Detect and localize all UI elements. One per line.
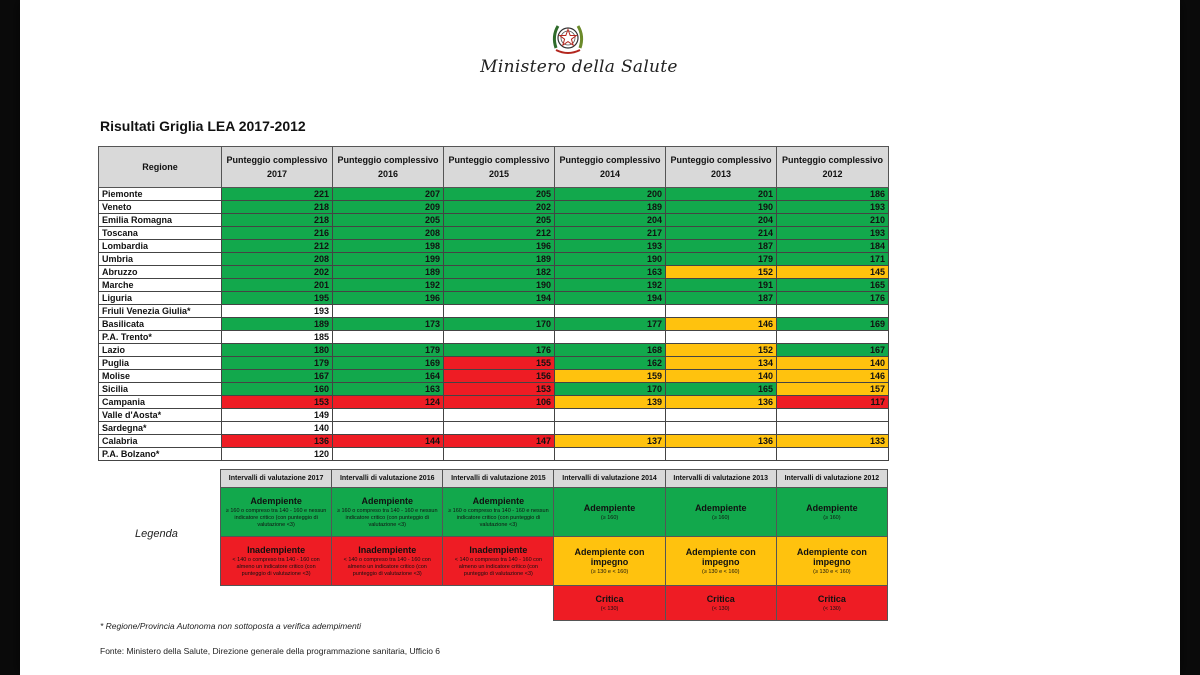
- score-cell: 210: [777, 214, 889, 227]
- region-cell: Emilia Romagna: [99, 214, 222, 227]
- legend-cell-title: Critica: [817, 593, 846, 604]
- score-cell: 186: [777, 188, 889, 201]
- score-cell: 189: [444, 253, 555, 266]
- legend-column-header: Intervalli di valutazione 2012: [776, 470, 887, 488]
- score-cell: 137: [555, 435, 666, 448]
- legend-cell-title: Adempiente: [361, 495, 413, 506]
- legend-header-row: [221, 470, 888, 488]
- table-row: [99, 279, 889, 292]
- score-cell: 218: [222, 214, 333, 227]
- score-cell: 159: [555, 370, 666, 383]
- table-row: [99, 305, 889, 318]
- score-cell: [666, 305, 777, 318]
- legend-table: [220, 469, 888, 621]
- legend-cell-title: Adempiente: [694, 502, 747, 513]
- score-cell: 149: [222, 409, 333, 422]
- score-cell: 167: [777, 344, 889, 357]
- score-cell: [555, 448, 666, 461]
- legend-cell-title: Adempiente: [472, 495, 525, 506]
- score-cell: 185: [222, 331, 333, 344]
- region-cell: Piemonte: [99, 188, 222, 201]
- score-cell: 202: [222, 266, 333, 279]
- page-title: Risultati Griglia LEA 2017-2012: [100, 118, 306, 134]
- legend-cell-title: Critica: [595, 593, 624, 604]
- score-cell: [777, 448, 889, 461]
- score-cell: 160: [222, 383, 333, 396]
- table-row: [99, 201, 889, 214]
- score-cell: 193: [222, 305, 333, 318]
- year-column-header: Punteggio complessivo 2015: [444, 147, 555, 188]
- lea-results-table: [98, 146, 889, 461]
- legend-cell: [554, 537, 665, 586]
- score-cell: 153: [444, 383, 555, 396]
- score-cell: 208: [333, 227, 444, 240]
- score-cell: 205: [444, 214, 555, 227]
- score-cell: 180: [222, 344, 333, 357]
- score-cell: [444, 331, 555, 344]
- legend-cell: [443, 488, 554, 537]
- legend-cell-description: (≥ 130 e < 160): [813, 568, 851, 575]
- legend-cell-title: Adempiente: [806, 502, 858, 513]
- score-cell: 136: [666, 396, 777, 409]
- score-cell: 145: [777, 266, 889, 279]
- score-cell: [555, 331, 666, 344]
- legend-cell: [776, 537, 887, 586]
- score-cell: 163: [555, 266, 666, 279]
- score-cell: 201: [666, 188, 777, 201]
- score-cell: 190: [666, 201, 777, 214]
- score-cell: 207: [333, 188, 444, 201]
- score-cell: 169: [777, 318, 889, 331]
- score-cell: 189: [555, 201, 666, 214]
- region-cell: Basilicata: [99, 318, 222, 331]
- legend-cell: [776, 586, 887, 621]
- score-cell: 218: [222, 201, 333, 214]
- score-cell: 136: [222, 435, 333, 448]
- region-cell: P.A. Trento*: [99, 331, 222, 344]
- score-cell: 184: [777, 240, 889, 253]
- score-cell: 194: [444, 292, 555, 305]
- table-row: [99, 318, 889, 331]
- region-cell: Calabria: [99, 435, 222, 448]
- score-cell: 179: [333, 344, 444, 357]
- score-cell: 200: [555, 188, 666, 201]
- score-cell: 157: [777, 383, 889, 396]
- score-cell: 170: [444, 318, 555, 331]
- legend-cell-description: < 140 o compreso tra 140 - 160 con almeno un indicatore critico (con punteggio di valutazione <3): [454, 556, 543, 577]
- score-cell: 189: [222, 318, 333, 331]
- legend-cell: [665, 537, 776, 586]
- score-cell: 199: [333, 253, 444, 266]
- legend-cell-description: (≥ 130 e < 160): [590, 568, 629, 575]
- score-cell: [555, 409, 666, 422]
- legend-row: [221, 586, 888, 621]
- score-cell: 165: [666, 383, 777, 396]
- score-cell: 196: [444, 240, 555, 253]
- region-cell: Puglia: [99, 357, 222, 370]
- score-cell: 140: [222, 422, 333, 435]
- legend-cell-title: Adempiente con impegno: [796, 546, 867, 567]
- score-cell: 179: [222, 357, 333, 370]
- legend-cell-title: Inadempiente: [358, 544, 417, 555]
- score-cell: 205: [444, 188, 555, 201]
- score-cell: 217: [555, 227, 666, 240]
- region-cell: Valle d'Aosta*: [99, 409, 222, 422]
- legend-cell-title: Adempiente con impegno: [685, 546, 756, 567]
- score-cell: 196: [333, 292, 444, 305]
- region-column-header: Regione: [99, 147, 222, 188]
- legend-cell: [665, 488, 776, 537]
- score-cell: [777, 305, 889, 318]
- legend-cell: [665, 586, 776, 621]
- score-cell: 146: [777, 370, 889, 383]
- footnote: * Regione/Provincia Autonoma non sottoposta a verifica adempimenti: [100, 621, 361, 631]
- score-cell: 167: [222, 370, 333, 383]
- table-header-row: [99, 147, 889, 188]
- score-cell: [333, 305, 444, 318]
- legend-column-header: Intervalli di valutazione 2013: [665, 470, 776, 488]
- legend-cell-description: (≥ 160): [823, 514, 841, 521]
- legend-row: [221, 488, 888, 537]
- score-cell: 205: [333, 214, 444, 227]
- score-cell: 146: [666, 318, 777, 331]
- score-cell: 152: [666, 344, 777, 357]
- table-row: [99, 253, 889, 266]
- score-cell: 139: [555, 396, 666, 409]
- score-cell: [666, 409, 777, 422]
- score-cell: 204: [555, 214, 666, 227]
- score-cell: 208: [222, 253, 333, 266]
- legend-cell-description: (< 130): [600, 605, 619, 612]
- region-cell: Lazio: [99, 344, 222, 357]
- legend-cell: [221, 488, 332, 537]
- legend-cell: [332, 537, 443, 586]
- score-cell: 212: [222, 240, 333, 253]
- table-row: [99, 266, 889, 279]
- score-cell: 176: [444, 344, 555, 357]
- score-cell: 155: [444, 357, 555, 370]
- score-cell: 192: [555, 279, 666, 292]
- region-cell: Sardegna*: [99, 422, 222, 435]
- score-cell: [666, 448, 777, 461]
- legend-cell: [443, 537, 554, 586]
- year-column-header: Punteggio complessivo 2012: [777, 147, 889, 188]
- legend-column-header: Intervalli di valutazione 2017: [221, 470, 332, 488]
- legend-cell-title: Adempiente: [583, 502, 636, 513]
- legend-cell-title: Inadempiente: [247, 544, 306, 555]
- score-cell: 182: [444, 266, 555, 279]
- score-cell: [444, 305, 555, 318]
- score-cell: 134: [666, 357, 777, 370]
- legend-cell-description: (≥ 160): [600, 514, 619, 521]
- legend-cell-description: < 140 o compreso tra 140 - 160 con almeno un indicatore critico (con punteggio di valutazione <3): [343, 556, 431, 577]
- score-cell: 163: [333, 383, 444, 396]
- table-row: [99, 396, 889, 409]
- score-cell: 177: [555, 318, 666, 331]
- table-row: [99, 214, 889, 227]
- legend-cell: [554, 586, 665, 621]
- score-cell: 190: [444, 279, 555, 292]
- score-cell: 198: [333, 240, 444, 253]
- score-cell: 168: [555, 344, 666, 357]
- legend-empty-cell: [332, 586, 443, 621]
- score-cell: [333, 331, 444, 344]
- region-cell: Marche: [99, 279, 222, 292]
- table-row: [99, 357, 889, 370]
- score-cell: [555, 305, 666, 318]
- score-cell: 189: [333, 266, 444, 279]
- legend-cell-description: (≥ 130 e < 160): [701, 568, 740, 575]
- legend-row: [221, 537, 888, 586]
- table-row: [99, 292, 889, 305]
- legend-cell-description: ≥ 160 o compreso tra 140 - 160 e nessun indicatore critico (con punteggio di valutazione <3): [448, 507, 549, 528]
- legend-cell-title: Critica: [706, 593, 735, 604]
- region-cell: P.A. Bolzano*: [99, 448, 222, 461]
- italian-republic-emblem-icon: [548, 18, 588, 58]
- score-cell: [333, 422, 444, 435]
- score-cell: [777, 409, 889, 422]
- score-cell: 147: [444, 435, 555, 448]
- region-cell: Abruzzo: [99, 266, 222, 279]
- legend-empty-cell: [443, 586, 554, 621]
- score-cell: 194: [555, 292, 666, 305]
- region-cell: Molise: [99, 370, 222, 383]
- legend-cell-description: (< 130): [823, 605, 841, 612]
- score-cell: [444, 409, 555, 422]
- score-cell: 192: [333, 279, 444, 292]
- score-cell: 190: [555, 253, 666, 266]
- score-cell: 187: [666, 292, 777, 305]
- score-cell: [666, 331, 777, 344]
- region-cell: Lombardia: [99, 240, 222, 253]
- score-cell: [444, 422, 555, 435]
- score-cell: 152: [666, 266, 777, 279]
- score-cell: 173: [333, 318, 444, 331]
- legend-cell-description: ≥ 160 o compreso tra 140 - 160 e nessun indicatore critico (con punteggio di valutazione <3): [225, 507, 327, 528]
- score-cell: 193: [555, 240, 666, 253]
- score-cell: 124: [333, 396, 444, 409]
- year-column-header: Punteggio complessivo 2017: [222, 147, 333, 188]
- legend-empty-cell: [221, 586, 332, 621]
- score-cell: 136: [666, 435, 777, 448]
- score-cell: 179: [666, 253, 777, 266]
- score-cell: 193: [777, 227, 889, 240]
- legend-cell-title: Inadempiente: [469, 544, 528, 555]
- score-cell: 209: [333, 201, 444, 214]
- legend-cell: [554, 488, 665, 537]
- score-cell: [333, 409, 444, 422]
- legend-cell-description: ≥ 160 o compreso tra 140 - 160 e nessun indicatore critico (con punteggio di valutazione <3): [336, 507, 438, 528]
- score-cell: 162: [555, 357, 666, 370]
- score-cell: 144: [333, 435, 444, 448]
- score-cell: 195: [222, 292, 333, 305]
- table-row: [99, 435, 889, 448]
- score-cell: 165: [777, 279, 889, 292]
- table-row: [99, 409, 889, 422]
- score-cell: 153: [222, 396, 333, 409]
- table-row: [99, 448, 889, 461]
- score-cell: 187: [666, 240, 777, 253]
- score-cell: [444, 448, 555, 461]
- region-cell: Liguria: [99, 292, 222, 305]
- legend-label: Legenda: [135, 528, 178, 540]
- score-cell: 176: [777, 292, 889, 305]
- legend-cell-title: Adempiente: [250, 495, 302, 506]
- score-cell: 156: [444, 370, 555, 383]
- score-cell: 201: [222, 279, 333, 292]
- year-column-header: Punteggio complessivo 2014: [555, 147, 666, 188]
- legend-cell: [221, 537, 332, 586]
- year-column-header: Punteggio complessivo 2013: [666, 147, 777, 188]
- score-cell: 202: [444, 201, 555, 214]
- score-cell: 133: [777, 435, 889, 448]
- score-cell: 164: [333, 370, 444, 383]
- legend-cell-description: < 140 o compreso tra 140 - 160 con almeno un indicatore critico (con punteggio di valutazione <3): [232, 556, 320, 577]
- region-cell: Sicilia: [99, 383, 222, 396]
- year-column-header: Punteggio complessivo 2016: [333, 147, 444, 188]
- region-cell: Veneto: [99, 201, 222, 214]
- legend-cell-title: Adempiente con impegno: [574, 546, 645, 567]
- score-cell: 140: [666, 370, 777, 383]
- score-cell: [777, 422, 889, 435]
- score-cell: [777, 331, 889, 344]
- source-note: Fonte: Ministero della Salute, Direzione generale della programmazione sanitaria, Ufficio 6: [100, 646, 441, 656]
- legend-cell-description: (< 130): [711, 605, 730, 612]
- table-row: [99, 188, 889, 201]
- score-cell: 214: [666, 227, 777, 240]
- document-page: [20, 0, 1180, 675]
- legend-column-header: Intervalli di valutazione 2016: [332, 470, 443, 488]
- score-cell: 212: [444, 227, 555, 240]
- score-cell: 140: [777, 357, 889, 370]
- table-row: [99, 370, 889, 383]
- legend-cell: [332, 488, 443, 537]
- region-cell: Toscana: [99, 227, 222, 240]
- table-row: [99, 383, 889, 396]
- legend-cell: [776, 488, 887, 537]
- table-row: [99, 240, 889, 253]
- score-cell: 191: [666, 279, 777, 292]
- score-cell: [333, 448, 444, 461]
- score-cell: 170: [555, 383, 666, 396]
- region-cell: Campania: [99, 396, 222, 409]
- table-row: [99, 344, 889, 357]
- score-cell: [555, 422, 666, 435]
- score-cell: 171: [777, 253, 889, 266]
- score-cell: 221: [222, 188, 333, 201]
- score-cell: [666, 422, 777, 435]
- region-cell: Friuli Venezia Giulia*: [99, 305, 222, 318]
- score-cell: 193: [777, 201, 889, 214]
- ministry-logo: [20, 10, 1180, 82]
- legend-column-header: Intervalli di valutazione 2014: [554, 470, 665, 488]
- score-cell: 106: [444, 396, 555, 409]
- score-cell: 120: [222, 448, 333, 461]
- legend-column-header: Intervalli di valutazione 2015: [443, 470, 554, 488]
- ministry-name: Ministero della Salute: [480, 57, 678, 77]
- legend-cell-description: (≥ 160): [712, 514, 730, 521]
- table-row: [99, 331, 889, 344]
- score-cell: 169: [333, 357, 444, 370]
- region-cell: Umbria: [99, 253, 222, 266]
- table-row: [99, 227, 889, 240]
- score-cell: 216: [222, 227, 333, 240]
- score-cell: 117: [777, 396, 889, 409]
- score-cell: 204: [666, 214, 777, 227]
- table-row: [99, 422, 889, 435]
